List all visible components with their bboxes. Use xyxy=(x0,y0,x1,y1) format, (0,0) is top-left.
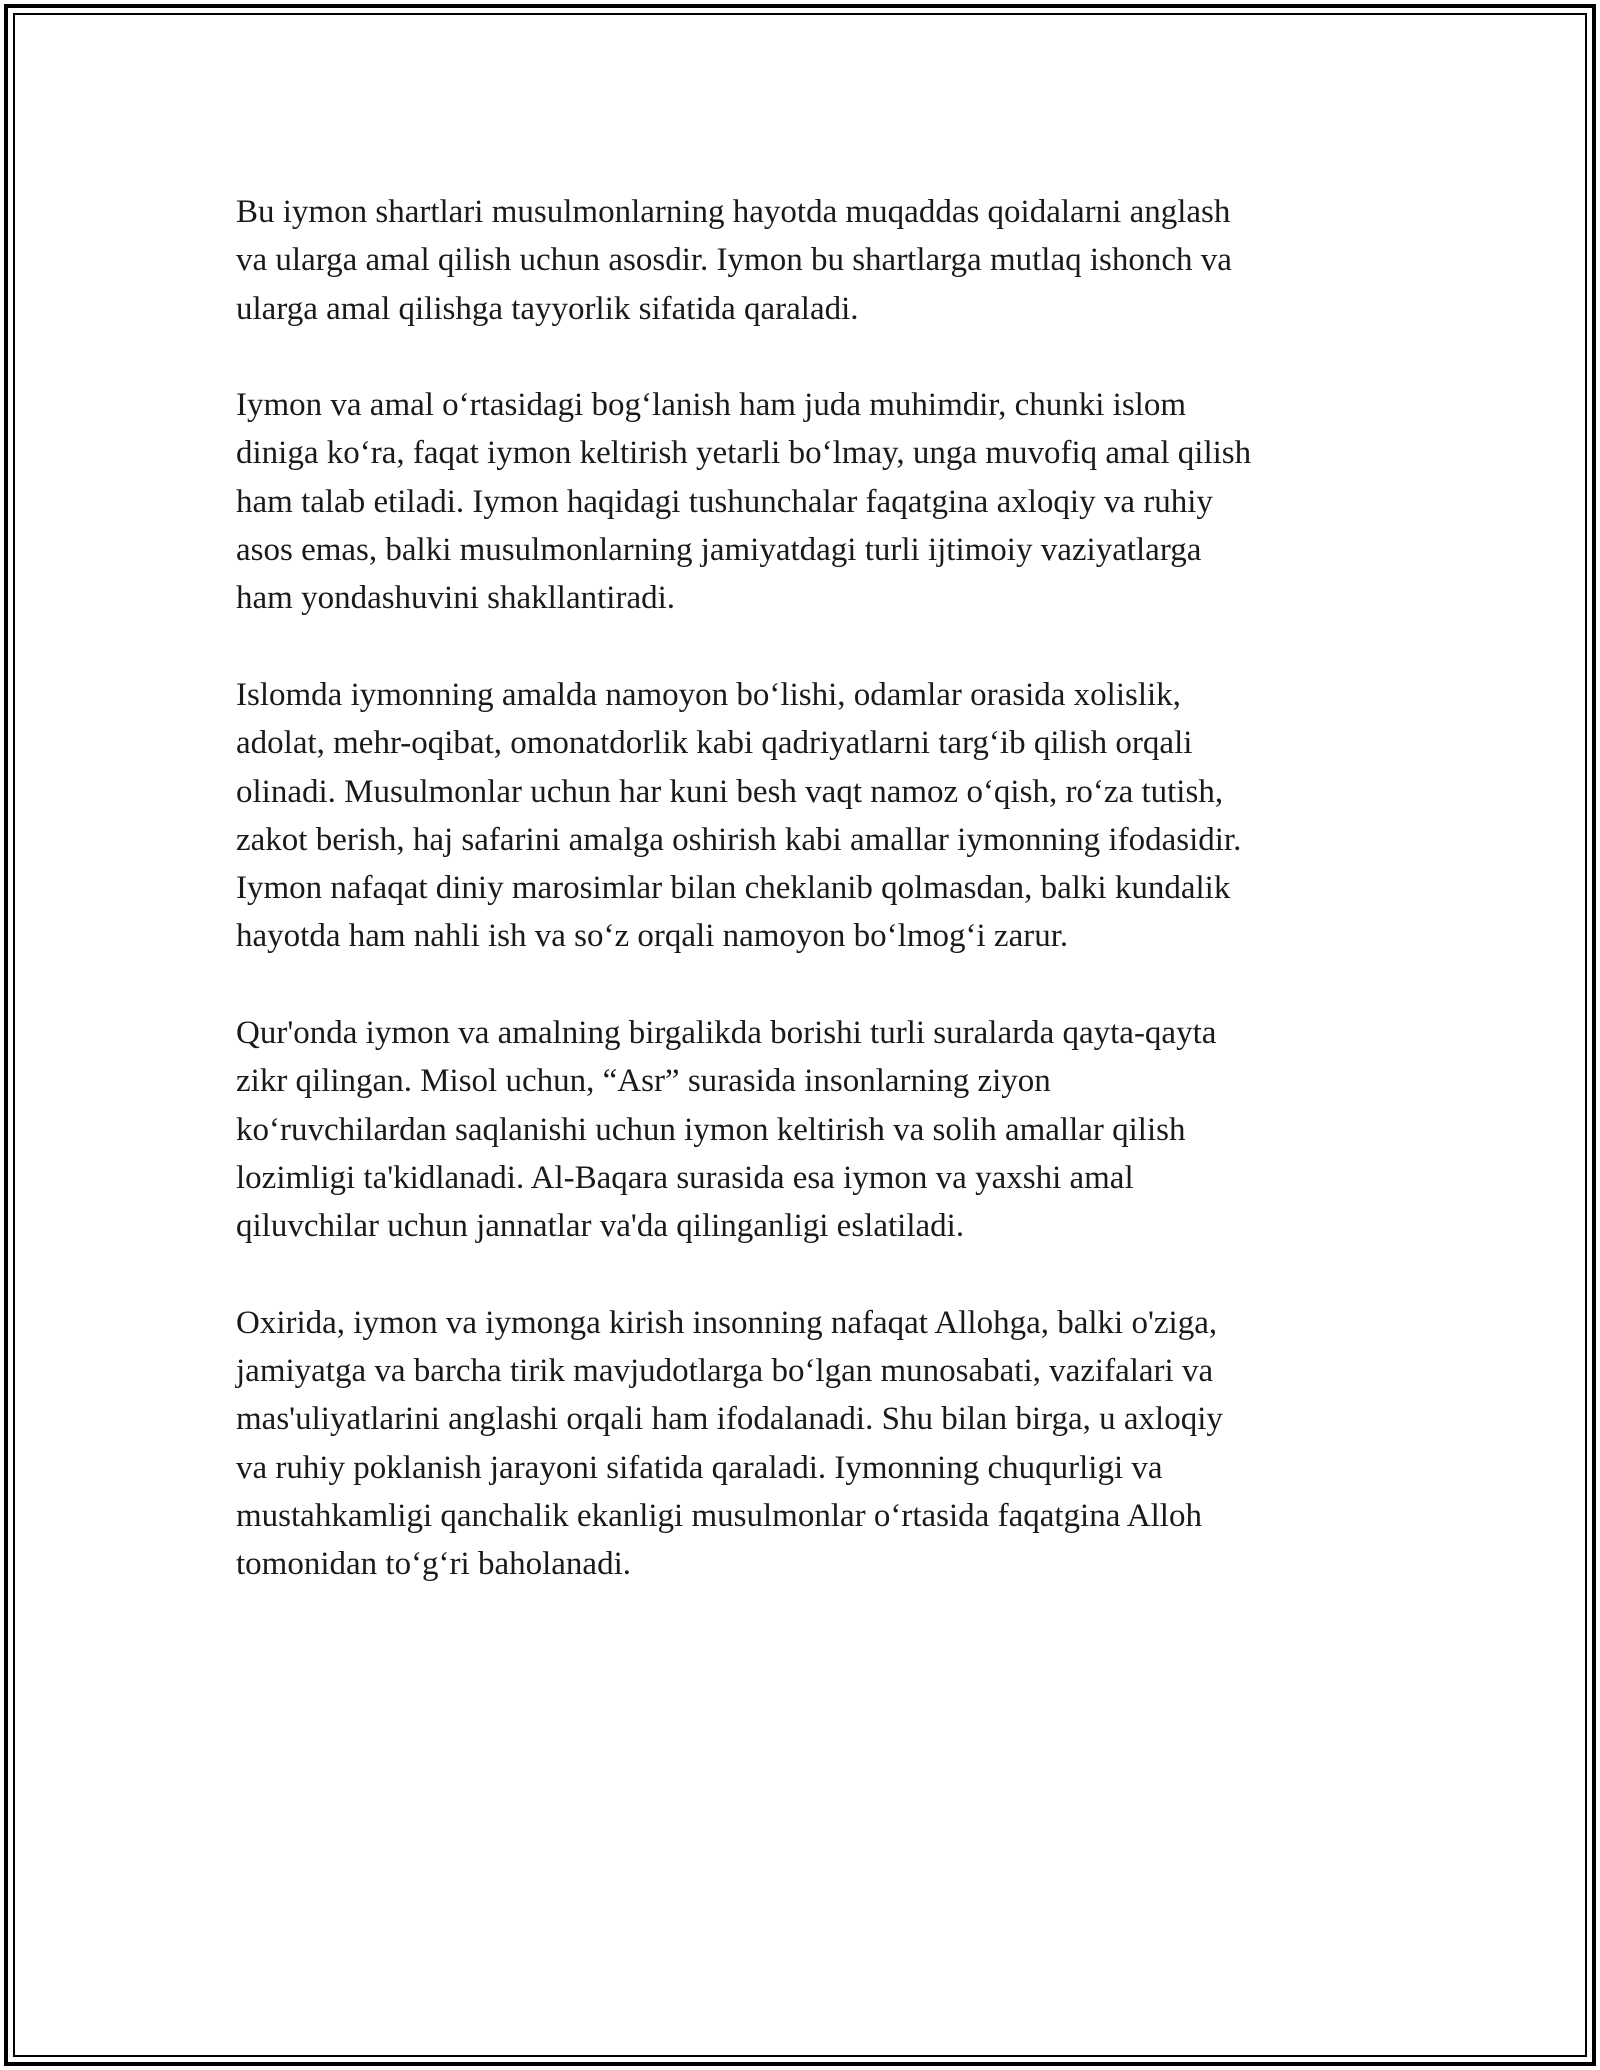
document-body xyxy=(236,188,1386,1637)
text-line: mas'uliyatlarini anglashi orqali ham ifodalanadi. Shu bilan birga, u axloqiy xyxy=(236,1401,1223,1438)
text-line: zikr qilingan. Misol uchun, “Asr” surasida insonlarning ziyon xyxy=(236,1063,1051,1100)
text-line: lozimligi ta'kidlanadi. Al-Baqara surasida esa iymon va yaxshi amal xyxy=(236,1159,1134,1196)
text-line: va ruhiy poklanish jarayoni sifatida qaraladi. Iymonning chuqurligi va xyxy=(236,1449,1163,1486)
text-line: diniga ko‘ra, faqat iymon keltirish yetarli bo‘lmay, unga muvofiq amal qilish xyxy=(236,435,1252,472)
text-line: hayotda ham nahli ish va so‘z orqali namoyon bo‘lmog‘i zarur. xyxy=(236,918,1069,955)
text-line: va ularga amal qilish uchun asosdir. Iymon bu shartlarga mutlaq ishonch va xyxy=(236,242,1232,279)
text-line: mustahkamligi qanchalik ekanligi musulmonlar o‘rtasida faqatgina Alloh xyxy=(236,1498,1202,1535)
text-line: Bu iymon shartlari musulmonlarning hayotda muqaddas qoidalarni anglash xyxy=(236,194,1231,230)
text-line: Islomda iymonning amalda namoyon bo‘lishi, odamlar orasida xolislik, xyxy=(236,676,1181,713)
text-line: adolat, mehr-oqibat, omonatdorlik kabi qadriyatlarni targ‘ib qilish orqali xyxy=(236,725,1193,762)
text-line: Iymon va amal o‘rtasidagi bog‘lanish ham juda muhimdir, chunki islom xyxy=(236,387,1187,424)
paragraph-3 xyxy=(236,671,1386,961)
text-line: ularga amal qilishga tayyorlik sifatida qaraladi. xyxy=(236,290,859,327)
text-line: asos emas, balki musulmonlarning jamiyatdagi turli ijtimoiy vaziyatlarga xyxy=(236,532,1202,569)
paragraph-1 xyxy=(236,188,1386,333)
text-line: ham yondashuvini shakllantiradi. xyxy=(236,580,676,617)
text-line: ko‘ruvchilardan saqlanishi uchun iymon keltirish va solih amallar qilish xyxy=(236,1111,1186,1148)
paragraph-5 xyxy=(236,1299,1386,1589)
paragraph-2 xyxy=(236,381,1386,622)
text-line: Oxirida, iymon va iymonga kirish insonning nafaqat Allohga, balki o'ziga, xyxy=(236,1304,1218,1341)
text-line: tomonidan to‘g‘ri baholanadi. xyxy=(236,1546,631,1583)
text-line: olinadi. Musulmonlar uchun har kuni besh vaqt namoz o‘qish, ro‘za tutish, xyxy=(236,773,1224,810)
text-line: ham talab etiladi. Iymon haqidagi tushunchalar faqatgina axloqiy va ruhiy xyxy=(236,483,1213,520)
text-line: Qur'onda iymon va amalning birgalikda borishi turli suralarda qayta-qayta xyxy=(236,1015,1217,1052)
text-line: jamiyatga va barcha tirik mavjudotlarga bo‘lgan munosabati, vazifalari va xyxy=(236,1353,1214,1390)
text-line: qiluvchilar uchun jannatlar va'da qilinganligi eslatiladi. xyxy=(236,1208,965,1245)
text-line: zakot berish, haj safarini amalga oshirish kabi amallar iymonning ifodasidir. xyxy=(236,821,1242,858)
paragraph-4 xyxy=(236,1009,1386,1250)
text-line: Iymon nafaqat diniy marosimlar bilan cheklanib qolmasdan, balki kundalik xyxy=(236,870,1231,907)
